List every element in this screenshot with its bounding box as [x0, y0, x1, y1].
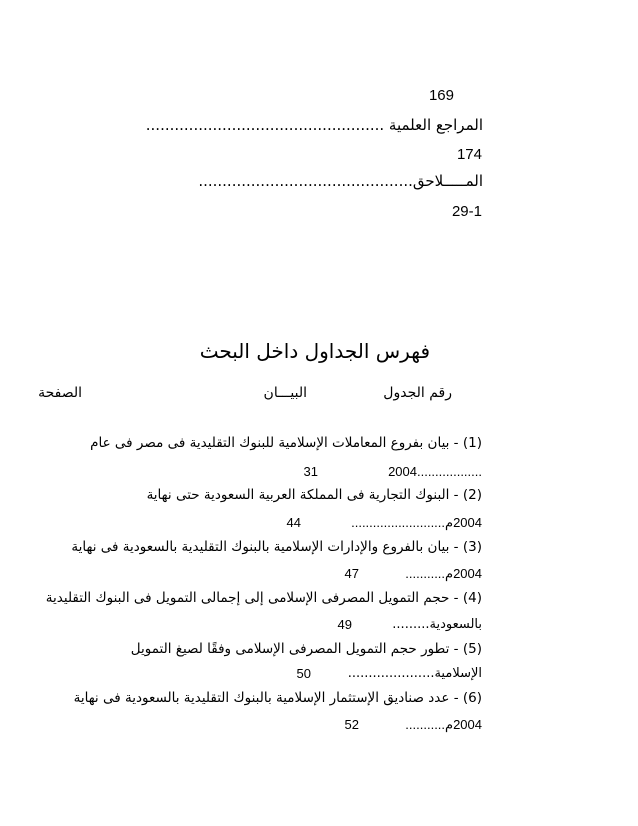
table-entry-1-dots: 2004.................. — [388, 464, 482, 479]
table-entry-1-page: 31 — [303, 464, 318, 479]
tables-index-title: فهرس الجداول داخل البحث — [199, 339, 430, 363]
page-number-174: 174 — [456, 146, 482, 163]
table-entry-5-title: (5) - تطور حجم التمويل المصرفى الإسلامى وفقًا لصيغ التمويل — [130, 641, 482, 657]
table-entry-5-dots: الإسلامية..................... — [347, 666, 482, 681]
references-entry: المراجع العلمية .................................................. — [145, 116, 483, 134]
table-entry-5-page: 50 — [296, 666, 311, 681]
header-table-number: رقم الجدول — [383, 385, 452, 401]
table-entry-3-page: 47 — [344, 566, 359, 581]
table-entry-1-title: (1) - بيان بفروع المعاملات الإسلامية للبنوك التقليدية فى مصر فى عام — [90, 435, 482, 451]
table-entry-4-title: (4) - حجم التمويل المصرفى الإسلامى إلى إجمالى التمويل فى البنوك التقليدية — [45, 590, 482, 606]
table-entry-4-dots: بالسعودية......... — [392, 617, 482, 632]
header-statement: البيـــان — [263, 385, 307, 401]
table-entry-6-page: 52 — [344, 717, 359, 732]
table-entry-2-page: 44 — [286, 515, 301, 530]
page-range: 29-1 — [451, 203, 482, 220]
table-entry-4-page: 49 — [337, 617, 352, 632]
appendices-entry: المـــــلاحق............................................. — [198, 172, 483, 190]
table-entry-6-dots: 2004م........... — [405, 717, 482, 732]
table-entry-3-title: (3) - بيان بالفروع والإدارات الإسلامية بالبنوك التقليدية بالسعودية فى نهاية — [71, 539, 482, 555]
table-entry-3-dots: 2004م........... — [405, 566, 482, 581]
header-page: الصفحة — [38, 385, 82, 401]
table-entry-2-title: (2) - البنوك التجارية فى المملكة العربية السعودية حتى نهاية — [146, 487, 482, 503]
table-entry-6-title: (6) - عدد صناديق الإستثمار الإسلامية بالبنوك التقليدية بالسعودية فى نهاية — [73, 690, 482, 706]
table-entry-2-dots: 2004م.......................... — [351, 515, 482, 530]
page-number-169: 169 — [428, 87, 454, 104]
